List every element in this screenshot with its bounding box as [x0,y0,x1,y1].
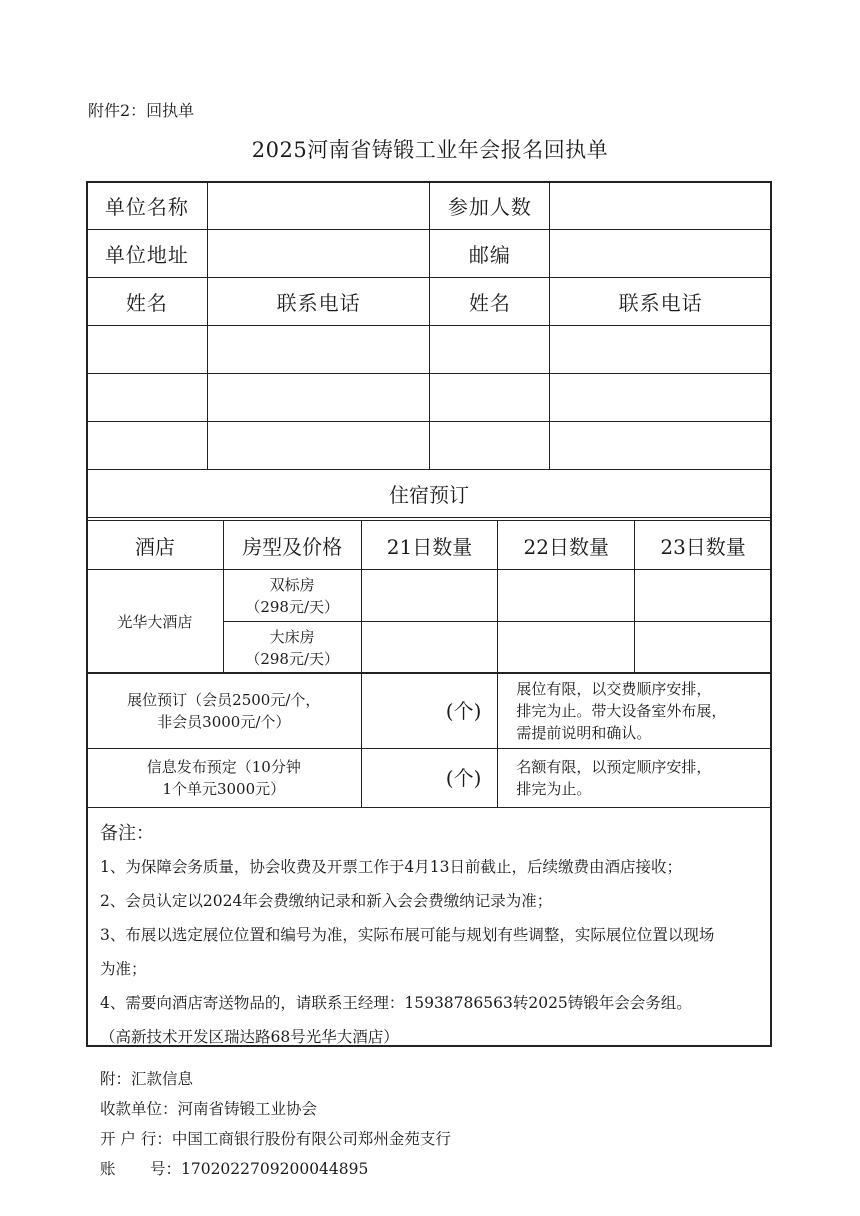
booth-note [498,673,772,749]
payee: 收款单位：河南省铸锻工业协会 [100,1100,318,1118]
info-release-quantity-field[interactable]: (个) [361,749,498,808]
remarks-section [100,820,760,1054]
postcode-field[interactable] [550,230,772,278]
table-row [87,570,772,622]
info-release-label-line: 1个单元3000元） [162,780,286,798]
day23-header: 23日数量 [635,521,772,570]
name-header: 姓名 [87,278,208,326]
table-row [87,230,772,278]
phone-field[interactable] [550,422,772,470]
remark-item: 4、需要向酒店寄送物品的，请联系王经理：15938786563转2025铸锻年会会务组。 [100,994,692,1012]
name-field[interactable] [87,374,208,422]
attachment-label: 附件2：回执单 [88,101,195,120]
lodging-section-title: 住宿预订 [87,470,772,518]
unit-address-label: 单位地址 [87,230,208,278]
participants-label: 参加人数 [430,182,550,230]
name-field[interactable] [430,422,550,470]
lodging-table [86,520,772,674]
name-field[interactable] [430,326,550,374]
phone-field[interactable] [207,374,430,422]
room-type-header: 房型及价格 [223,521,361,570]
remark-item: 2、会员认定以2024年会费缴纳记录和新入会会费缴纳记录为准； [100,892,553,910]
postcode-label: 邮编 [430,230,550,278]
phone-field[interactable] [207,422,430,470]
quantity-field[interactable] [361,570,498,622]
phone-field[interactable] [207,326,430,374]
page-title: 2025河南省铸锻工业年会报名回执单 [251,138,609,162]
unit-name-field[interactable] [207,182,430,230]
table-row [87,470,772,518]
quantity-field[interactable] [635,570,772,622]
day21-header: 21日数量 [361,521,498,570]
remark-item: 3、布展以选定展位位置和编号为准，实际布展可能与规划有些调整，实际展位位置以现场 [100,926,715,944]
booth-table [86,672,772,808]
name-field[interactable] [87,422,208,470]
room-type-king [223,622,361,674]
phone-header: 联系电话 [550,278,772,326]
hotel-header: 酒店 [87,521,224,570]
booth-label [87,673,362,749]
phone-field[interactable] [550,374,772,422]
unit-name-label: 单位名称 [87,182,208,230]
hotel-name: 光华大酒店 [87,570,224,674]
unit-address-field[interactable] [207,230,430,278]
room-type-name: 双标房 [269,575,315,594]
info-release-note [498,749,772,808]
table-row [87,521,772,570]
table-row [87,278,772,326]
day22-header: 22日数量 [498,521,635,570]
bank: 开 户 行：中国工商银行股份有限公司郑州金苑支行 [100,1130,451,1148]
registration-table [86,181,772,518]
booth-note-line: 排完为止。带大设备室外布展， [516,701,727,720]
info-release-note-line: 排完为止。 [516,780,592,798]
phone-field[interactable] [550,326,772,374]
table-row [87,749,772,808]
table-row [87,182,772,230]
account-number: 账 号：1702022709200044895 [100,1160,369,1178]
table-row [87,374,772,422]
quantity-field[interactable] [498,622,635,674]
booth-quantity-field[interactable]: (个) [361,673,498,749]
booth-label-line: 非会员3000元/个） [157,712,291,731]
payment-heading: 附：汇款信息 [100,1070,194,1088]
info-release-label-line: 信息发布预定（10分钟 [146,758,301,776]
booth-note-line: 需提前说明和确认。 [516,723,652,742]
participants-field[interactable] [550,182,772,230]
payment-info [100,1064,451,1184]
table-row [87,673,772,749]
phone-header: 联系电话 [207,278,430,326]
booth-label-line: 展位预订（会员2500元/个， [127,690,321,709]
room-price: （298元/天） [245,597,340,616]
remarks-heading: 备注： [100,823,154,844]
room-type-name: 大床房 [269,627,315,646]
table-row [87,422,772,470]
name-field[interactable] [430,374,550,422]
name-header: 姓名 [430,278,550,326]
remark-item: （高新技术开发区瑞达路68号光华大酒店） [100,1028,399,1046]
room-price: （298元/天） [245,649,340,668]
booth-note-line: 展位有限，以交费顺序安排， [516,679,712,698]
remark-item: 为准； [100,960,147,978]
info-release-label [87,749,362,808]
info-release-note-line: 名额有限，以预定顺序安排， [516,758,712,776]
quantity-field[interactable] [635,622,772,674]
name-field[interactable] [87,326,208,374]
room-type-twin [223,570,361,622]
quantity-field[interactable] [498,570,635,622]
table-row [87,326,772,374]
remark-item: 1、为保障会务质量，协会收费及开票工作于4月13日前截止，后续缴费由酒店接收； [100,858,682,876]
quantity-field[interactable] [361,622,498,674]
